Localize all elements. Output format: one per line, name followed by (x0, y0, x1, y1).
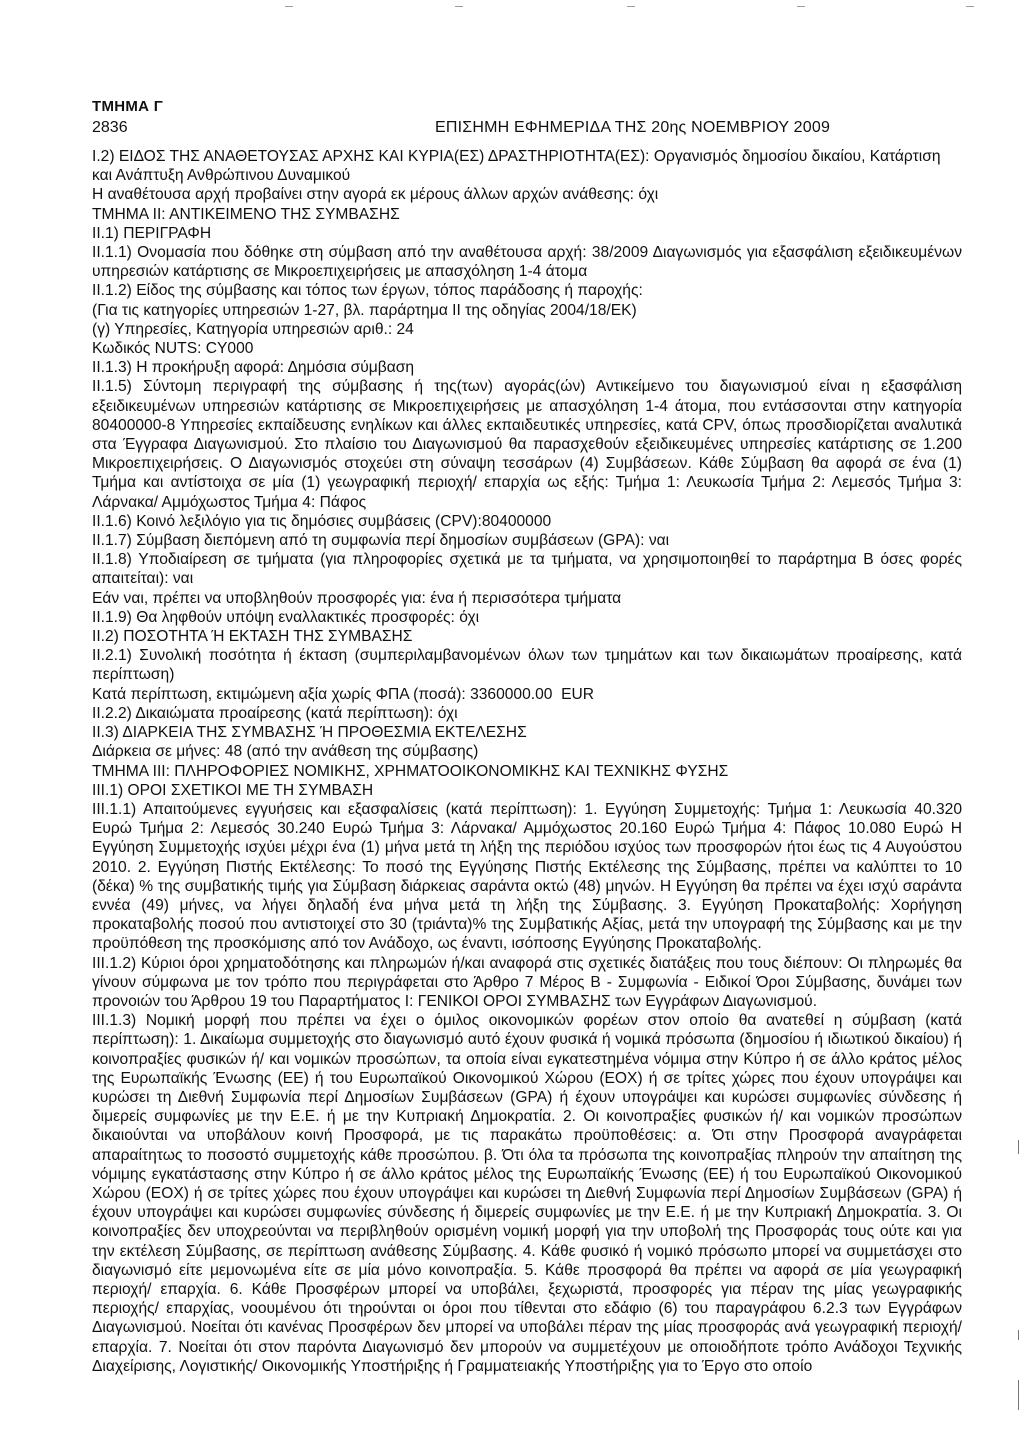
paragraph: ΙΙ.1.7) Σύμβαση διεπόμενη από τη συμφωνία περί δημοσίων συμβάσεων (GPA): ναι (92, 532, 670, 550)
paragraph: ΙΙΙ.1.2) Κύριοι όροι χρηματοδότησης και πληρωμών ή/και αναφορά στις σχετικές διατάξεις που τους διέπουν: Οι πληρωμές θα γίνουν σύμφωνα με τον τρόπο που περιγράφεται στο Άρθρο 7 Μέρος Β - Συμφωνία - Ειδικοί Όροι Σύμβασης, δυνάμει των προνοιών του Άρθρου 19 του Παραρτήματος Ι: ΓΕΝΙΚΟΙ ΟΡΟΙ ΣΥΜΒΑΣΗΣ των Εγγράφων Διαγωνισμού. (92, 954, 962, 1010)
paragraph: ΙΙ.2.2) Δικαιώματα προαίρεσης (κατά περίπτωση): όχι (92, 704, 458, 722)
paragraph: ΙΙ.1.6) Κοινό λεξιλόγιο για τις δημόσιες συμβάσεις (CPV):80400000 (92, 512, 552, 530)
paragraph: Εάν ναι, πρέπει να υποβληθούν προσφορές για: ένα ή περισσότερα τμήματα (92, 589, 622, 607)
paragraph: ΙΙ.2.1) Συνολική ποσότητα ή έκταση (συμπεριλαμβανομένων όλων των τμημάτων και των δικαιωμάτων προαίρεσης, κατά περίπτωση) (92, 647, 962, 684)
paragraph: ΙΙ.1.1) Ονομασία που δόθηκε στη σύμβαση από την αναθέτουσα αρχή: 38/2009 Διαγωνισμός για εξασφάλιση εξειδικευμένων υπηρεσιών κατάρτισης σε Μικροεπιχειρήσεις με απασχόληση 1-4 άτομα (92, 244, 962, 281)
paragraph: Κατά περίπτωση, εκτιμώμενη αξία χωρίς ΦΠΑ (ποσά): 3360000.00 EUR (92, 685, 595, 703)
scan-mark (455, 6, 463, 7)
section-heading: ΤΜΗΜΑ ΙΙΙ: ΠΛΗΡΟΦΟΡΙΕΣ ΝΟΜΙΚΗΣ, ΧΡΗΜΑΤΟΟΙΚΟΝΟΜΙΚΗΣ ΚΑΙ ΤΕΧΝΙΚΗΣ ΦΥΣΗΣ (92, 762, 729, 780)
scan-mark (966, 6, 974, 7)
scan-mark (285, 6, 293, 7)
journal-header: ΕΠΙΣΗΜΗ ΕΦΗΜΕΡΙΔΑ ΤΗΣ 20ης ΝΟΕΜΒΡΙΟΥ 2009 (435, 119, 831, 136)
paragraph: ΙΙ.1.9) Θα ληφθούν υπόψη εναλλακτικές προσφορές: όχι (92, 608, 480, 626)
paragraph: Κωδικός NUTS: CY000 (92, 340, 254, 358)
paragraph: Η αναθέτουσα αρχή προβαίνει στην αγορά εκ μέρους άλλων αρχών ανάθεσης: όχι (92, 186, 659, 204)
scan-mark (797, 6, 805, 7)
scan-mark (1018, 1140, 1019, 1154)
paragraph: (Για τις κατηγορίες υπηρεσιών 1-27, βλ. παράρτημα ΙΙ της οδηγίας 2004/18/ΕΚ) (92, 301, 637, 319)
document-body (92, 147, 962, 1376)
scan-mark (1018, 1330, 1019, 1340)
subsection-heading: ΙΙΙ.1) ΟΡΟΙ ΣΧΕΤΙΚΟΙ ΜΕ ΤΗ ΣΥΜΒΑΣΗ (92, 781, 374, 799)
paragraph: ΙΙΙ.1.3) Νομική μορφή που πρέπει να έχει ο όμιλος οικονομικών φορέων στον οποίο θα ανατεθεί η σύμβαση (κατά περίπτωση): 1. Δικαίωμα συμμετοχής στο διαγωνισμό αυτό έχουν φυσικά ή νομικά πρόσωπα (δημοσίου ή ιδιωτικού δικαίου) ή κοινοπραξίες φυσικών ή/ και νομικών προσώπων, τα οποία είναι εγκατεστημένα νόμιμα στην Κύπρο ή σε άλλο κράτος μέλος της Ευρωπαϊκής Ένωσης (ΕΕ) ή του Ευρωπαϊκού Οικονομικού Χώρου (ΕΟΧ) ή σε τρίτες χώρες που έχουν υπογράψει και κυρώσει τη Διεθνή Συμφωνία περί Δημοσίων Συμβάσεων (GPA) ή έχουν υπογράψει και κυρώσει συμφωνίες σύνδεσης ή διμερείς συμφωνίες με την Ε.Ε. ή με την Κυπριακή Δημοκρατία. 2. Οι κοινοπραξίες φυσικών ή/ και νομικών προσώπων δικαιούνται να υποβάλουν κοινή Προσφορά, με τις παρακάτω προϋποθέσεις: α. Ότι στην Προσφορά αναγράφεται απαραίτητως το ποσοστό συμμετοχής κάθε προσώπου. β. Ότι όλα τα πρόσωπα της κοινοπραξίας πληρούν την απαίτηση της νόμιμης εγκατάστασης στην Κύπρο ή σε άλλο κράτος μέλος της Ευρωπαϊκής Ένωσης (ΕΕ) ή του Ευρωπαϊκού Οικονομικού Χώρου (ΕΟΧ) ή σε τρίτες χώρες που έχουν υπογράψει και κυρώσει τη Διεθνή Συμφωνία περί Δημοσίων Συμβάσεων (GPA) ή έχουν υπογράψει και κυρώσει συμφωνίες σύνδεσης ή διμερείς συμφωνίες με την Ε.Ε. ή με την Κυπριακή Δημοκρατία. 3. Οι κοινοπραξίες δεν υποχρεούνται να περιβληθούν ορισμένη νομική μορφή για την υποβολή της Προσφοράς τους ούτε και για την εκτέλεση Σύμβασης, σε περίπτωση ανάθεσης Σύμβασης. 4. Κάθε φυσικό ή νομικό πρόσωπο μπορεί να συμμετάσχει στο διαγωνισμό είτε μεμονωμένα είτε σε μία μόνο κοινοπραξία. 5. Κάθε προσφορά θα πρέπει να αφορά σε μία γεωγραφική περιοχή/ επαρχία. 6. Κάθε Προσφέρων μπορεί να υποβάλει, ξεχωριστά, προσφορές για πέραν της μίας γεωγραφικής περιοχής/ επαρχίας, νοουμένου ότι τηρούνται οι όροι που τίθενται στο εδάφιο (6) του παραγράφου 6.2.3 των Εγγράφων Διαγωνισμού. Νοείται ότι κανένας Προσφέρων δεν μπορεί να υποβάλει πέραν της μίας προσφοράς ανά γεωγραφική περιοχή/ επαρχία. 7. Νοείται ότι στον παρόντα Διαγωνισμό δεν μπορούν να συμμετέχουν με οποιοδήποτε τρόπο Ανάδοχοι Τεχνικής Διαχείρισης, Λογιστικής/ Οικονομικής Υποστήριξης ή Γραμματειακής Υποστήριξης για το Έργο στο οποίο (92, 1012, 962, 1375)
scan-mark (1018, 1380, 1019, 1410)
paragraph: ΙΙ.1.3) Η προκήρυξη αφορά: Δημόσια σύμβαση (92, 359, 415, 377)
subsection-heading: ΙΙ.3) ΔΙΑΡΚΕΙΑ ΤΗΣ ΣΥΜΒΑΣΗΣ Ή ΠΡΟΘΕΣΜΙΑ ΕΚΤΕΛΕΣΗΣ (92, 724, 527, 742)
page-number: 2836 (92, 119, 128, 136)
paragraph: (γ) Υπηρεσίες, Κατηγορία υπηρεσιών αριθ.: 24 (92, 320, 414, 338)
scan-mark (627, 6, 635, 7)
subsection-heading: ΙΙ.2) ΠΟΣΟΤΗΤΑ Ή ΕΚΤΑΣΗ ΤΗΣ ΣΥΜΒΑΣΗΣ (92, 628, 413, 646)
section-heading: ΤΜΗΜΑ ΙΙ: ΑΝΤΙΚΕΙΜΕΝΟ ΤΗΣ ΣΥΜΒΑΣΗΣ (92, 205, 400, 223)
paragraph: ΙΙ.1.2) Είδος της σύμβασης και τόπος των έργων, τόπος παράδοσης ή παροχής: (92, 282, 643, 300)
paragraph: ΙΙ.1.8) Υποδιαίρεση σε τμήματα (για πληροφορίες σχετικά με τα τμήματα, να χρησιμοποιηθεί το παράρτημα Β όσες φορές απαιτείται): ναι (92, 551, 962, 588)
paragraph: ΙΙΙ.1.1) Απαιτούμενες εγγυήσεις και εξασφαλίσεις (κατά περίπτωση): 1. Εγγύηση Συμμετοχής: Τμήμα 1: Λευκωσία 40.320 Ευρώ Τμήμα 2: Λεμεσός 30.240 Ευρώ Τμήμα 3: Λάρνακα/ Αμμόχωστος 20.160 Ευρώ Τμήμα 4: Πάφος 10.080 Ευρώ Η Εγγύηση Συμμετοχής ισχύει μέχρι ένα (1) μήνα μετά τη λήξη της περιόδου ισχύος των προσφορών ήτοι έως τις 4 Αυγούστου 2010. 2. Εγγύηση Πιστής Εκτέλεσης: Το ποσό της Εγγύησης Πιστής Εκτέλεσης της Σύμβασης, πρέπει να καλύπτει το 10 (δέκα) % της συμβατικής τιμής για Σύμβαση διάρκειας σαράντα οκτώ (48) μηνών. Η Εγγύηση θα πρέπει να έχει ισχύ σαράντα εννέα (49) μήνες, να λήγει δηλαδή ένα μήνα μετά τη λήξη της Σύμβασης. 3. Εγγύηση Προκαταβολής: Χορήγηση προκαταβολής ποσού που αντιστοιχεί στο 30 (τριάντα)% της Συμβατικής Αξίας, μετά την υπογραφή της Σύμβασης και με την προϋπόθεση της προσκόμισης από τον Ανάδοχο, ως έναντι, ισόποσης Εγγύησης Προκαταβολής. (92, 800, 962, 953)
paragraph: ΙΙ.1.5) Σύντομη περιγραφή της σύμβασης ή της(των) αγοράς(ών) Αντικείμενο του διαγωνισμού είναι η εξασφάλιση εξειδικευμένων υπηρεσιών κατάρτισης σε Μικροεπιχειρήσεις με απασχόληση 1-4 άτομα, που εντάσσονται στην κατηγορία 80400000-8 Υπηρεσίες εκπαίδευσης ενηλίκων και άλλες εκπαιδευτικές υπηρεσίες, κατά CPV, όπως προσδιορίζεται αναλυτικά στα Έγγραφα Διαγωνισμού. Στο πλαίσιο του Διαγωνισμού θα παρασχεθούν εξειδικευμένες υπηρεσίες κατάρτισης σε 1.200 Μικροεπιχειρήσεις. Ο Διαγωνισμός στοχεύει στη σύναψη τεσσάρων (4) Συμβάσεων. Κάθε Σύμβαση θα αφορά σε ένα (1) Τμήμα και αντίστοιχα σε μία (1) γεωγραφική περιοχή/ επαρχία ως εξής: Τμήμα 1: Λευκωσία Τμήμα 2: Λεμεσός Τμήμα 3: Λάρνακα/ Αμμόχωστος Τμήμα 4: Πάφος (92, 378, 962, 511)
subsection-heading: ΙΙ.1) ΠΕΡΙΓΡΑΦΗ (92, 224, 212, 242)
paragraph: Διάρκεια σε μήνες: 48 (από την ανάθεση της σύμβασης) (92, 743, 479, 761)
paragraph: Ι.2) ΕΙΔΟΣ ΤΗΣ ΑΝΑΘΕΤΟΥΣΑΣ ΑΡΧΗΣ ΚΑΙ ΚΥΡΙΑ(ΕΣ) ΔΡΑΣΤΗΡΙΟΤΗΤΑ(ΕΣ): Οργανισμός δημοσίου δικαίου, Κατάρτιση και Ανάπτυξη Ανθρώπινου Δυναμικού (92, 148, 941, 185)
section-label: ΤΜΗΜΑ Γ (92, 98, 164, 115)
